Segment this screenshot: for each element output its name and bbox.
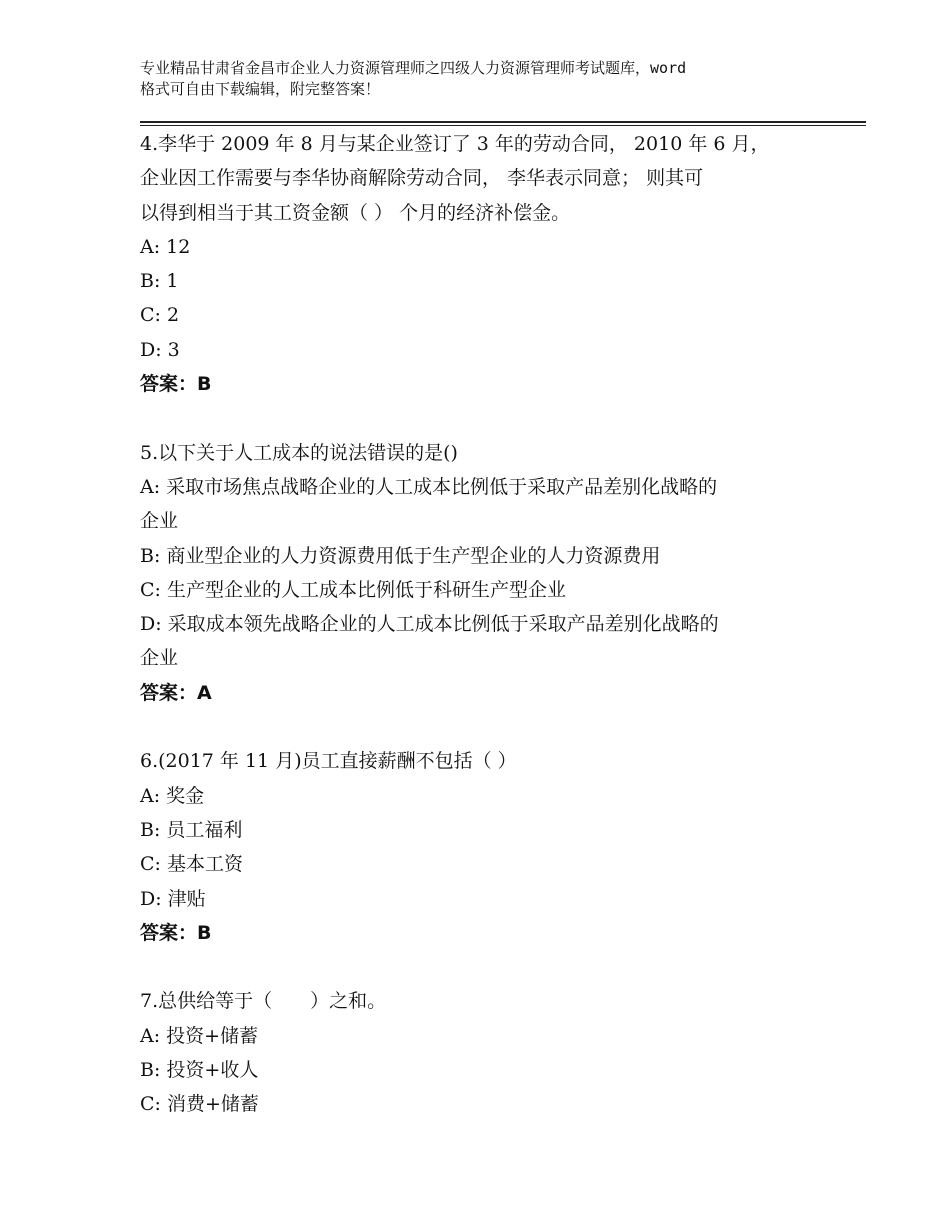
option-c: C: 基本工资	[140, 853, 243, 876]
question-list	[140, 127, 840, 1122]
option-a: A: 采取市场焦点战略企业的人工成本比例低于采取产品差别化战略的	[140, 475, 718, 498]
question-5	[140, 436, 840, 710]
option-a: A: 12	[140, 235, 191, 258]
option-d: D: 采取成本领先战略企业的人工成本比例低于采取产品差别化战略的	[140, 613, 719, 636]
question-stem: 4.李华于 2009 年 8 月与某企业签订了 3 年的劳动合同， 2010 年 6 月，	[140, 133, 770, 155]
question-4	[140, 127, 840, 401]
question-stem: 5.以下关于人工成本的说法错误的是()	[140, 441, 458, 464]
option-d-continued: 企业	[140, 647, 179, 670]
header-line-2: 格式可自由下载编辑，附完整答案！	[140, 80, 381, 98]
option-b: B: 投资+收人	[140, 1059, 259, 1082]
option-c: C: 2	[140, 304, 180, 327]
question-stem: 以得到相当于其工资金额（ ） 个月的经济补偿金。	[140, 201, 571, 224]
option-c: C: 消费+储蓄	[140, 1093, 259, 1116]
answer: 答案：A	[140, 681, 212, 704]
question-stem: 7.总供给等于（ ）之和。	[140, 990, 387, 1013]
question-stem: 6.(2017 年 11 月)员工直接薪酬不包括（ ）	[140, 750, 517, 773]
document-header	[140, 58, 840, 100]
answer: 答案：B	[140, 921, 212, 944]
option-a: A: 投资+储蓄	[140, 1024, 259, 1047]
option-b: B: 商业型企业的人力资源费用低于生产型企业的人力资源费用	[140, 544, 661, 567]
option-d: D: 津贴	[140, 887, 206, 910]
option-d: D: 3	[140, 338, 180, 361]
header-line-1: 专业精品甘肃省金昌市企业人力资源管理师之四级人力资源管理师考试题库，word	[140, 59, 687, 77]
question-6	[140, 744, 840, 950]
answer: 答案：B	[140, 373, 212, 396]
spacer	[140, 950, 840, 984]
header-rule-bottom	[140, 125, 866, 126]
question-7	[140, 984, 840, 1121]
spacer	[140, 401, 840, 435]
spacer	[140, 710, 840, 744]
option-a: A: 奖金	[140, 784, 205, 807]
header-rule-top	[140, 121, 866, 123]
question-stem: 企业因工作需要与李华协商解除劳动合同， 李华表示同意； 则其可	[140, 167, 704, 190]
option-a-continued: 企业	[140, 510, 179, 533]
option-b: B: 1	[140, 270, 179, 293]
option-b: B: 员工福利	[140, 818, 243, 841]
option-c: C: 生产型企业的人工成本比例低于科研生产型企业	[140, 578, 566, 601]
